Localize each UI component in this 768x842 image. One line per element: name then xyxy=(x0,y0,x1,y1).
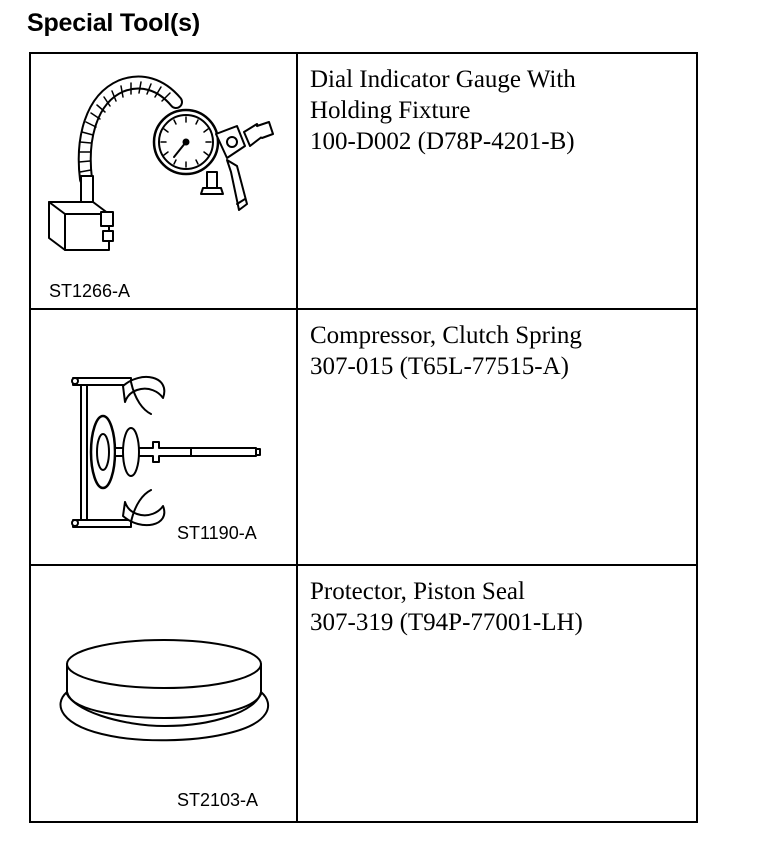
tool-row xyxy=(31,54,696,310)
tool-image-cell xyxy=(31,54,298,308)
tool-description-cell xyxy=(298,310,696,564)
tool-image-code: ST1190-A xyxy=(177,523,257,543)
tool-description-cell xyxy=(298,566,696,821)
tool-name-line: Compressor, Clutch Spring xyxy=(310,322,582,349)
tool-description-cell xyxy=(298,54,696,308)
tool-name-line: Holding Fixture xyxy=(310,97,471,124)
tool-number: 307-319 (T94P-77001-LH) xyxy=(310,609,583,636)
tool-row xyxy=(31,566,696,821)
tool-image-code: ST2103-A xyxy=(177,790,259,810)
tool-number: 100-D002 (D78P-4201-B) xyxy=(310,128,575,155)
tool-image-code: ST1266-A xyxy=(49,281,131,301)
tool-image-cell xyxy=(31,566,298,821)
tool-image-cell xyxy=(31,310,298,564)
page-title: Special Tool(s) xyxy=(27,9,200,37)
dial-indicator-gauge-illustration xyxy=(31,54,296,308)
special-tools-table xyxy=(29,52,698,823)
tool-row xyxy=(31,310,696,566)
tool-name-line: Dial Indicator Gauge With xyxy=(310,66,576,93)
tool-name-line: Protector, Piston Seal xyxy=(310,578,525,605)
tool-number: 307-015 (T65L-77515-A) xyxy=(310,353,569,380)
piston-seal-protector-illustration xyxy=(31,566,296,820)
